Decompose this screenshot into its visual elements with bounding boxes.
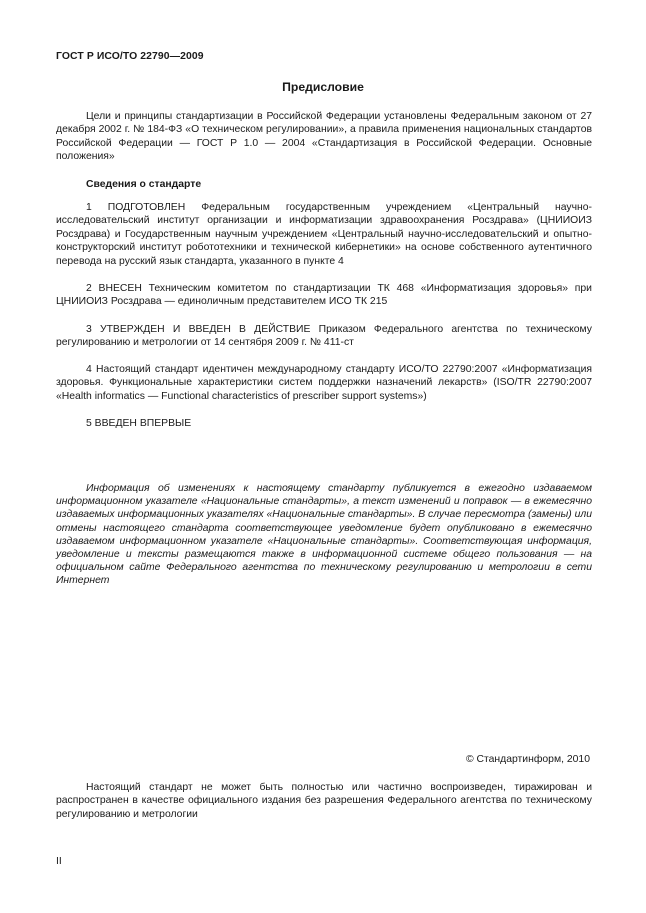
section-heading: Сведения о стандарте bbox=[86, 179, 202, 190]
document-code: ГОСТ Р ИСО/ТО 22790—2009 bbox=[56, 51, 204, 62]
copyright: © Стандартинформ, 2010 bbox=[465, 754, 590, 765]
item-prepared: 1 ПОДГОТОВЛЕН Федеральным государственным учреждением «Центральный научно-исследовательский институт организации и информатизации здравоохранения Росздрава» (ЦНИИОИЗ Росздрава) и Государственным научным учреждением «Центральный научно-исследовательский и опытно-конструкторский институт робототехники и технической кибернетики» на основе собственного аутентичного перевода на русский язык стандарта, указанного в пункте 4 bbox=[56, 202, 592, 267]
change-notice: Информация об изменениях к настоящему стандарту публикуется в ежегодно издаваемом информационном указателе «Национальные стандарты», а текст изменений и поправок — в ежемесячно издаваемых информационных указателях «Национальные стандарты». В случае пересмотра (замены) или отмены настоящего стандарта соответствующее уведомление будет опубликовано в ежемесячно издаваемом информационном указателе «Национальные стандарты». Соответствующая информация, уведомление и тексты размещаются также в информационной системе общего пользования — на официальном сайте Федерального агентства по техническому регулированию и метрологии в сети Интернет bbox=[56, 483, 592, 587]
reproduction-notice: Настоящий стандарт не может быть полностью или частично воспроизведен, тиражирован и распространен в качестве официального издания без разрешения Федерального агентства по техническому регулированию и метрологии bbox=[56, 782, 592, 820]
item-introduced: 2 ВНЕСЕН Техническим комитетом по стандартизации ТК 468 «Информатизация здоровья» при ЦНИИОИЗ Росздрава — единоличным представителем ИСО ТК 215 bbox=[56, 283, 592, 308]
item-first-introduced: 5 ВВЕДЕН ВПЕРВЫЕ bbox=[86, 418, 192, 429]
item-approved: 3 УТВЕРЖДЕН И ВВЕДЕН В ДЕЙСТВИЕ Приказом Федерального агентства по техническому регулированию и метрологии от 14 сентября 2009 г. № 411-ст bbox=[56, 324, 592, 349]
item-identical: 4 Настоящий стандарт идентичен международному стандарту ИСО/ТО 22790:2007 «Информатизация здоровья. Функциональные характеристики систем поддержки назначений лекарств» (ISO/TR 22790:2007 «Health informatics — Functional characteristics of prescriber support systems») bbox=[56, 364, 592, 402]
intro-paragraph: Цели и принципы стандартизации в Российской Федерации установлены Федеральным законом от 27 декабря 2002 г. № 184-ФЗ «О техническом регулировании», а правила применения национальных стандартов Российской Федерации — ГОСТ Р 1.0 — 2004 «Стандартизация в Российской Федерации. Основные положения» bbox=[56, 111, 592, 163]
page-number: II bbox=[56, 856, 62, 867]
page-title: Предисловие bbox=[282, 80, 364, 94]
